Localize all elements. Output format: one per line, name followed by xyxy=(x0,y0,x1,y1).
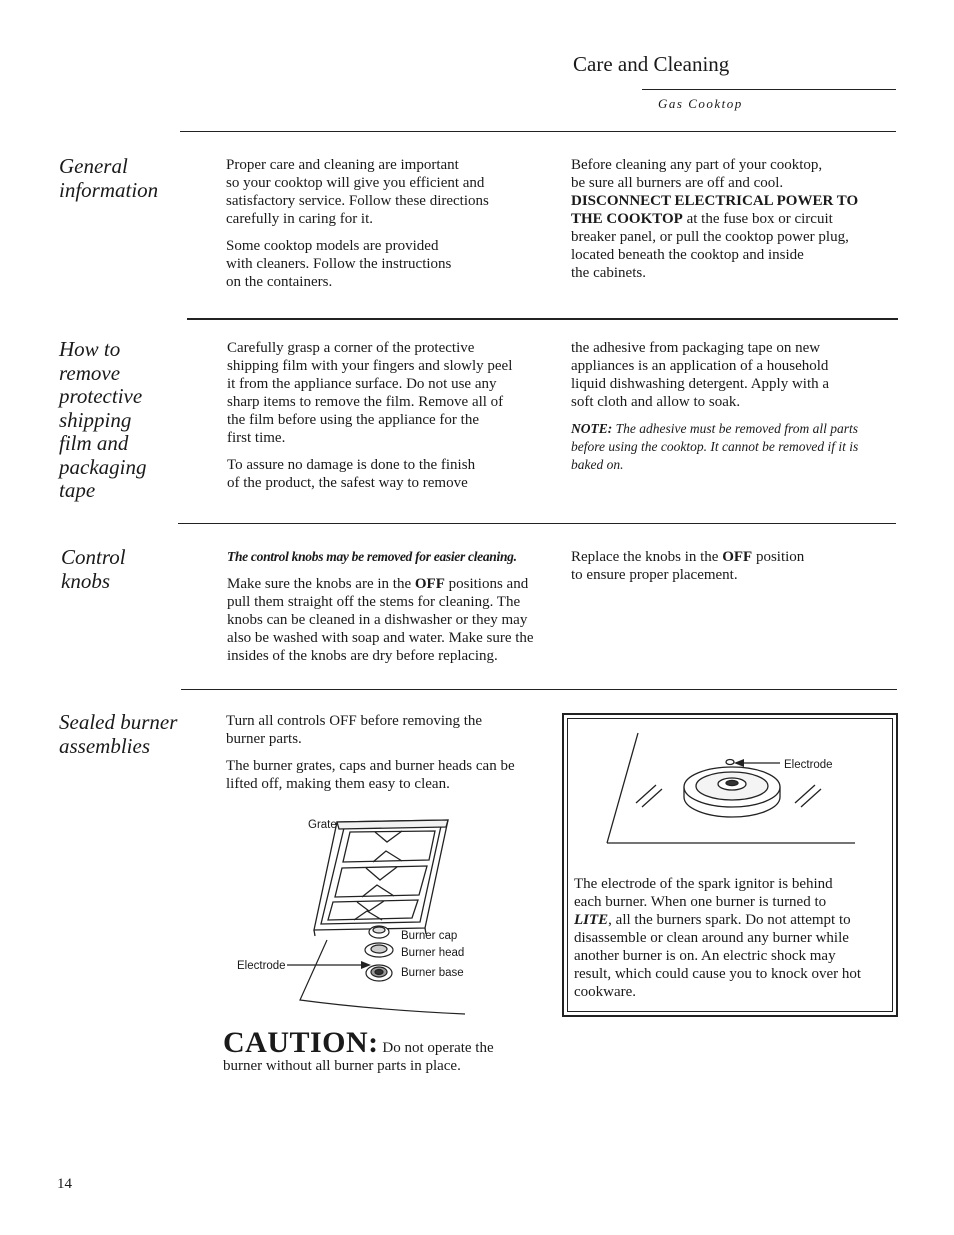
section-divider xyxy=(180,131,896,132)
knobs-left-column xyxy=(227,548,557,674)
burner-base-label: Burner base xyxy=(401,967,464,979)
section-divider xyxy=(178,523,896,524)
section-title-burner: Sealed burner assemblies xyxy=(59,710,178,758)
burner-left-column xyxy=(226,712,556,802)
electrode-warning-text: The electrode of the spark ignitor is behind each burner. When one burner is turned to LITE, all the burners spark. Do not attempt to disassemble or clean around any burner while another burner is on. An electric shock may result, which could cause you to knock over hot cookware. xyxy=(574,876,862,1000)
grate-label: Grate xyxy=(308,819,337,831)
burner-cap-icon xyxy=(369,926,389,938)
section-divider xyxy=(187,318,898,320)
page-number: 14 xyxy=(57,1176,72,1192)
electrode-arrow-icon xyxy=(287,961,371,969)
burner-head-label: Burner head xyxy=(401,947,465,959)
burner-parts-diagram xyxy=(225,810,485,1025)
knobs-right-column xyxy=(571,548,896,593)
section-title-film: How to remove protective shipping film and packaging tape xyxy=(59,337,147,502)
section-divider xyxy=(181,689,897,690)
caution-statement: CAUTION: Do not operate the burner without all burner parts in place. xyxy=(223,1026,494,1074)
film-paragraph-3: the adhesive from packaging tape on new appliances is an application of a household liquid dishwashing detergent. Apply with a soft cloth and allow to soak. xyxy=(571,340,830,410)
general-paragraph-2: Some cooktop models are provided with cleaners. Follow the instructions on the containers. xyxy=(226,238,452,290)
burner-paragraph-1: Turn all controls OFF before removing the burner parts. xyxy=(226,713,483,747)
film-right-column xyxy=(571,339,896,483)
film-paragraph-2: To assure no damage is done to the finish of the product, the safest way to remove xyxy=(227,457,476,491)
sealed-burner-icon xyxy=(684,760,780,818)
knobs-replace-paragraph: Replace the knobs in the OFF position to ensure proper placement. xyxy=(571,549,805,583)
general-left-column xyxy=(226,156,556,300)
section-title-knobs: Control knobs xyxy=(61,545,126,593)
general-paragraph-1: Proper care and cleaning are important so your cooktop will give you efficient and satisfactory service. Follow these directions carefully in caring for it. xyxy=(226,157,489,227)
page-header-title: Care and Cleaning xyxy=(573,52,730,76)
general-warning-paragraph: Before cleaning any part of your cooktop, be sure all burners are off and cool. DISCONNECT ELECTRICAL POWER TO THE COOKTOP at the fuse box or circuit breaker panel, or pull the cooktop power plug, located beneath the cooktop and inside the cabinets. xyxy=(571,157,859,281)
electrode-label: Electrode xyxy=(237,960,286,972)
electrode-diagram xyxy=(600,725,880,850)
film-paragraph-1: Carefully grasp a corner of the protective shipping film with your fingers and slowly peel it from the appliance surface. Do not use any sharp items to remove the film. Remove all of the film before using the appliance for the first time. xyxy=(227,340,513,446)
general-right-column xyxy=(571,156,896,291)
knobs-italic-note: The control knobs may be removed for easier cleaning. xyxy=(227,549,517,564)
page-header-subtitle: Gas Cooktop xyxy=(658,96,743,111)
header-rule xyxy=(642,89,896,90)
burner-base-icon xyxy=(366,965,392,981)
electrode-arrow-icon xyxy=(734,759,780,767)
grate-icon xyxy=(314,820,448,936)
film-left-column xyxy=(227,339,557,501)
electrode-box-label: Electrode xyxy=(784,759,833,771)
film-note: NOTE: The adhesive must be removed from all parts before using the cooktop. It cannot be removed if it is baked on. xyxy=(571,421,859,472)
caution-heading: CAUTION: xyxy=(223,1026,379,1059)
section-title-general: General information xyxy=(59,154,159,202)
burner-paragraph-2: The burner grates, caps and burner heads can be lifted off, making them easy to clean. xyxy=(226,758,515,792)
knobs-paragraph: Make sure the knobs are in the OFF positions and pull them straight off the stems for cleaning. The knobs can be cleaned in a dishwasher or they may also be washed with soap and water. Make sure the insides of the knobs are dry before replacing. xyxy=(227,576,534,664)
burner-cap-label: Burner cap xyxy=(401,930,458,942)
burner-head-icon xyxy=(365,943,393,957)
